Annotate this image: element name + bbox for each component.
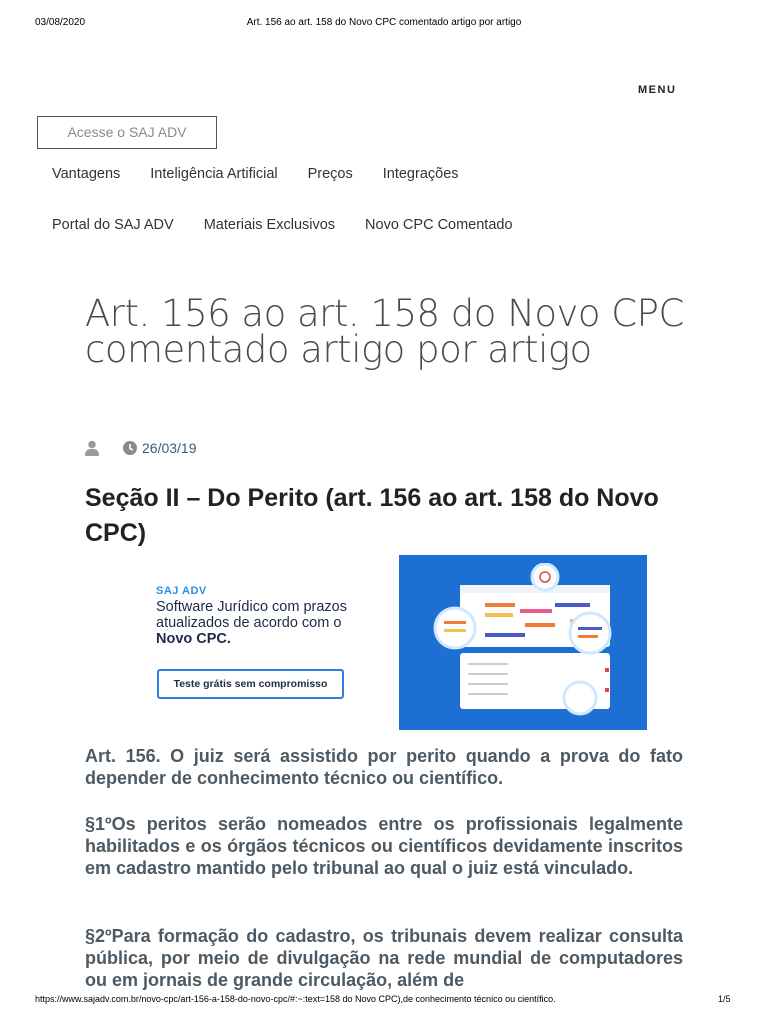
nav-item-vantagens[interactable]: Vantagens: [52, 166, 121, 182]
paragraph-paragrafo-2: §2ºPara formação do cadastro, os tribunais devem realizar consulta pública, por meio de divulgação na rede mundial de computadores ou em jornais de grande circulação, além de: [85, 926, 683, 990]
access-saj-button[interactable]: Acesse o SAJ ADV: [37, 116, 217, 149]
paragraph-art-156: Art. 156. O juiz será assistido por perito quando a prova do fato depender de conhecimento técnico ou científico.: [85, 746, 683, 788]
user-icon: [85, 440, 99, 456]
article-title: Art. 156 ao art. 158 do Novo CPC comentado artigo por artigo: [85, 292, 684, 371]
nav-item-precos[interactable]: Preços: [307, 166, 353, 182]
nav-item-portal[interactable]: Portal do SAJ ADV: [52, 217, 174, 233]
print-footer: [0, 994, 768, 1008]
software-screenshot-illustration: [430, 563, 630, 723]
print-page-number: 1/5: [718, 994, 731, 1004]
print-header: [0, 17, 768, 31]
post-date: 26/03/19: [142, 440, 197, 456]
nav-item-novo-cpc[interactable]: Novo CPC Comentado: [365, 217, 513, 233]
print-url: https://www.sajadv.com.br/novo-cpc/art-156-a-158-do-novo-cpc/#:~:text=158 do Novo CPC),de conhecimento técnico ou científico.: [35, 994, 556, 1004]
banner-brand-logo: SAJ ADV: [156, 585, 207, 597]
print-date: 03/08/2020: [35, 17, 86, 28]
menu-button[interactable]: MENU: [638, 84, 677, 96]
banner-tagline: Software Jurídico com prazos atualizados de acordo com o Novo CPC.: [156, 599, 347, 647]
free-trial-button[interactable]: Teste grátis sem compromisso: [157, 669, 344, 699]
nav-item-integracoes[interactable]: Integrações: [382, 166, 459, 182]
saj-ad-banner[interactable]: [140, 555, 647, 730]
clock-icon: [123, 441, 137, 455]
main-nav-row-2: [52, 217, 513, 233]
main-nav-row-1: [52, 166, 459, 182]
nav-item-materiais[interactable]: Materiais Exclusivos: [203, 217, 336, 233]
paragraph-paragrafo-1: §1ºOs peritos serão nomeados entre os profissionais legalmente habilitados e os órgãos técnicos ou científicos devidamente inscritos em cadastro mantido pelo tribunal ao qual o juiz está vinculado.: [85, 814, 683, 878]
section-heading: Seção II – Do Perito (art. 156 ao art. 158 do Novo CPC): [85, 484, 659, 547]
print-title: Art. 156 ao art. 158 do Novo CPC comentado artigo por artigo: [246, 17, 522, 28]
nav-item-inteligencia-artificial[interactable]: Inteligência Artificial: [150, 166, 278, 182]
